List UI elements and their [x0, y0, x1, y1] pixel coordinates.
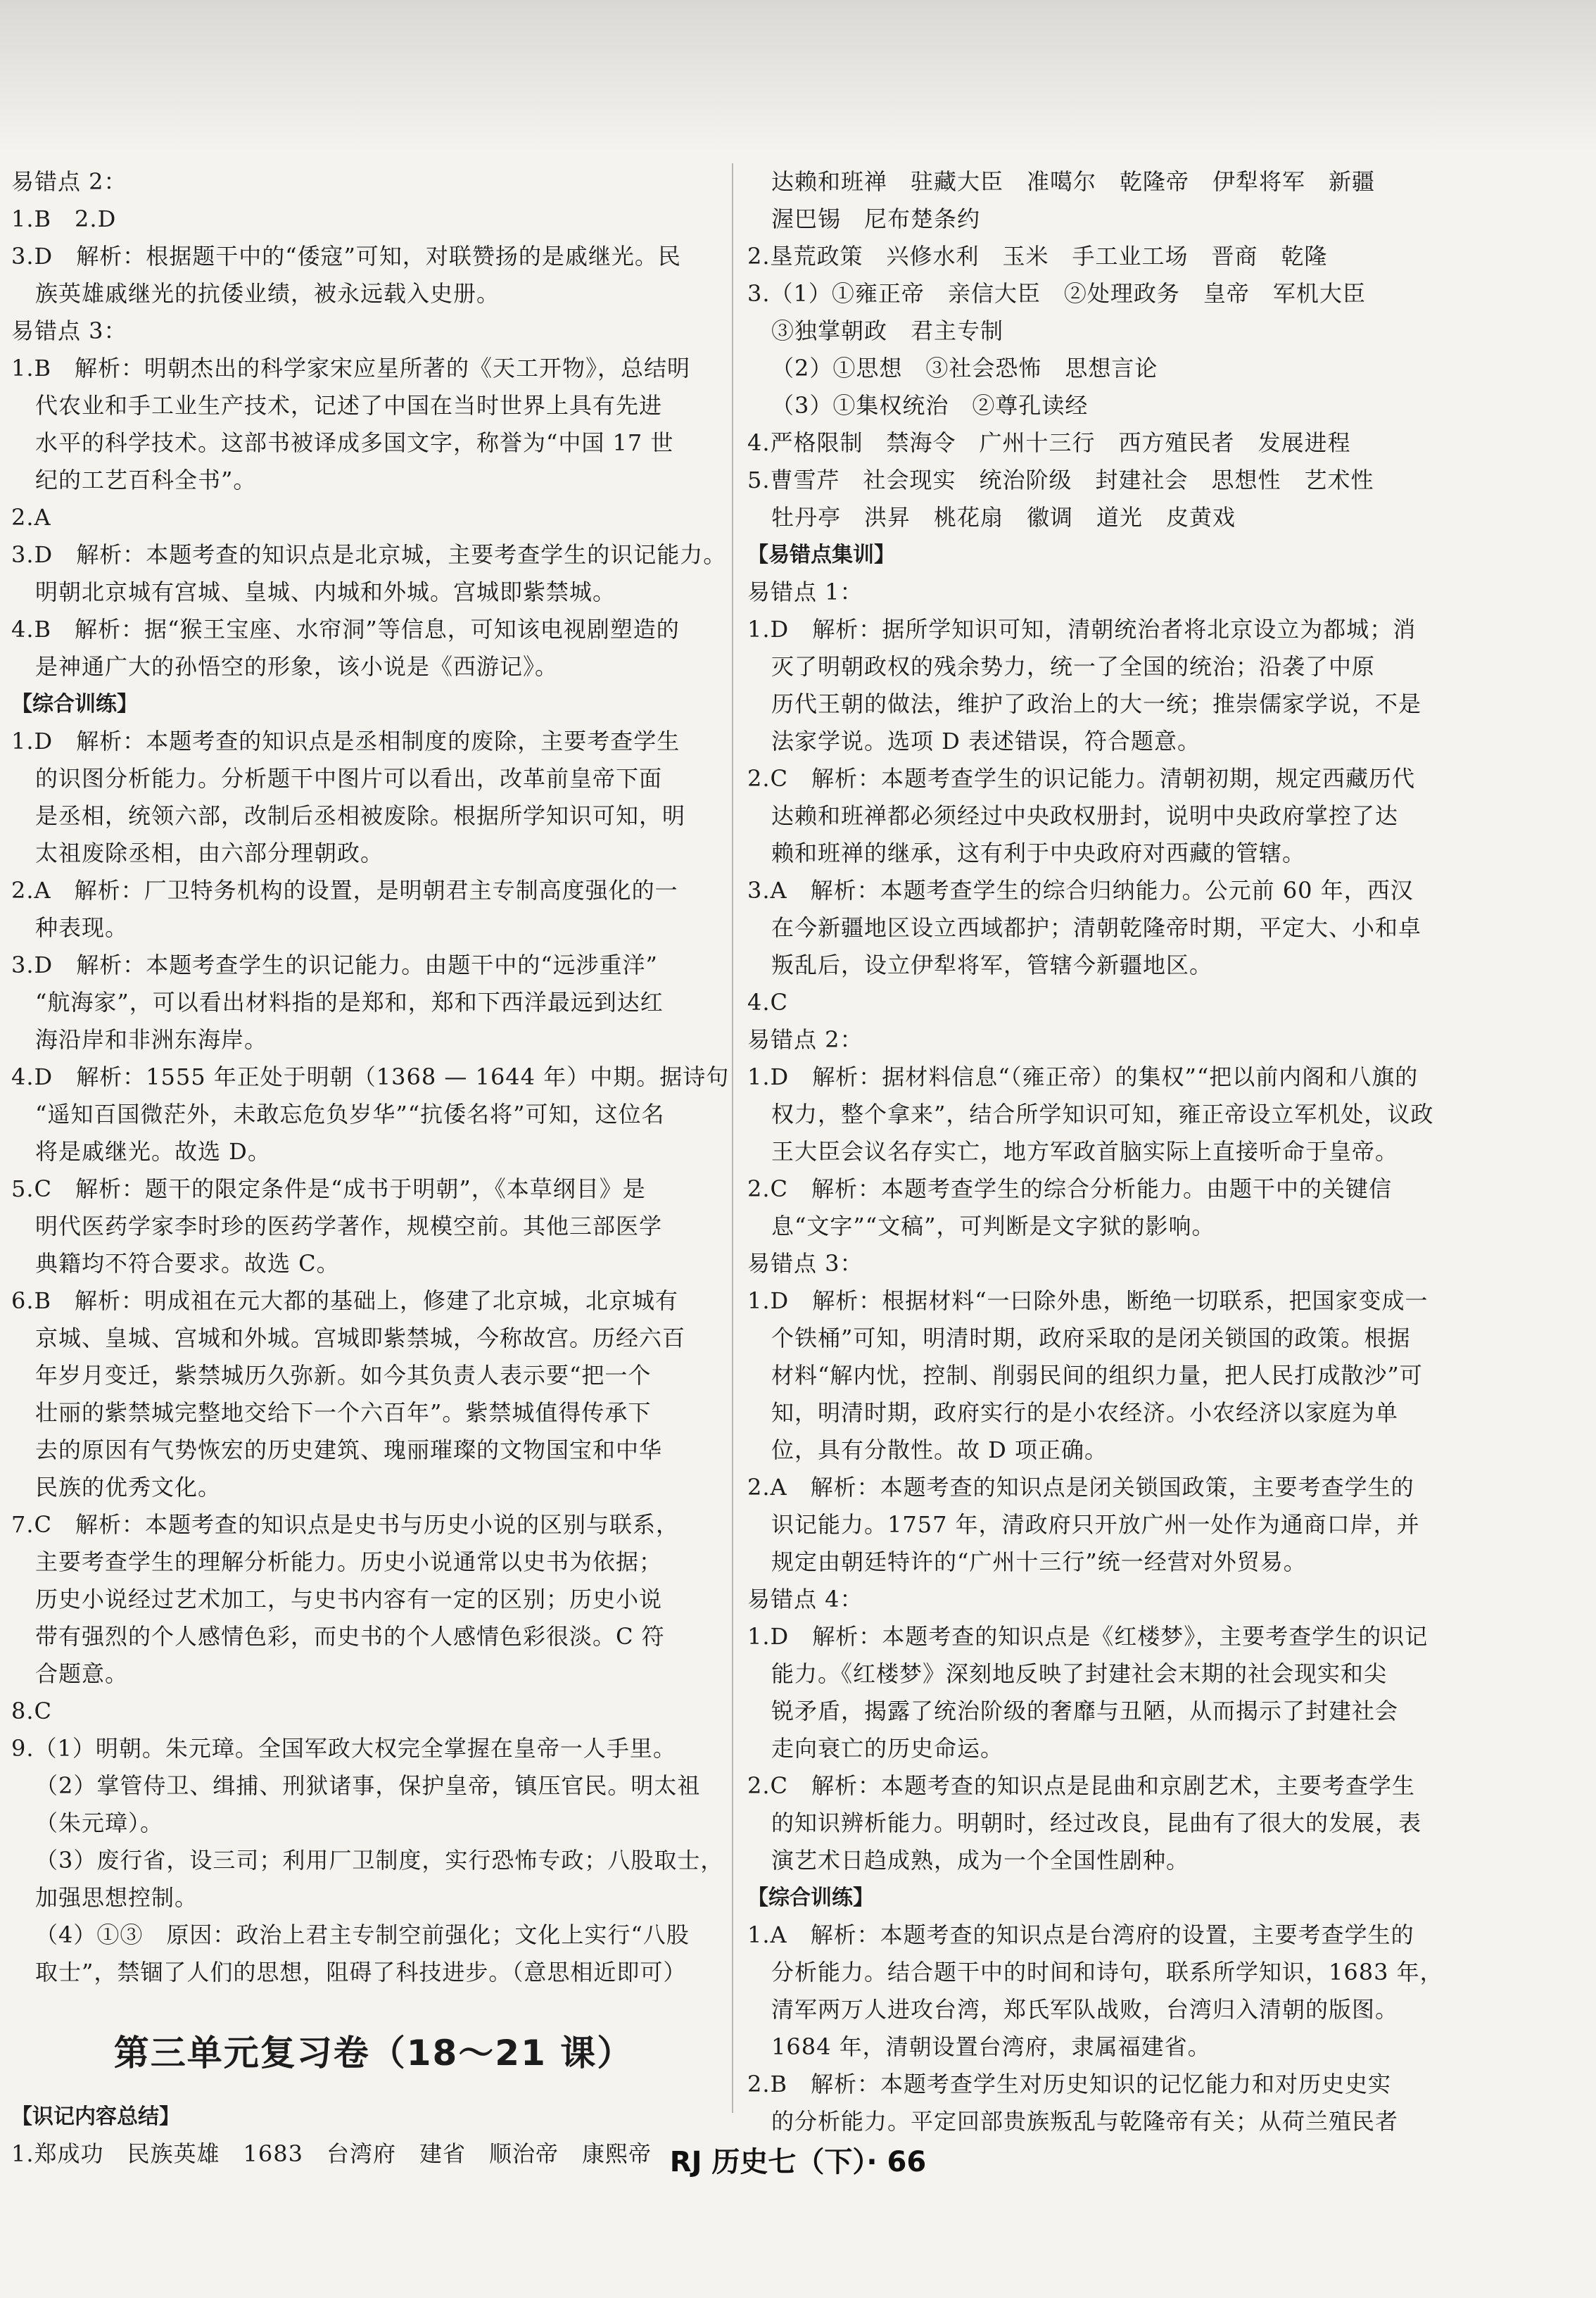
answer-line: 是神通广大的孙悟空的形象，该小说是《西游记》。: [35, 653, 559, 680]
answer-line: 易错点 3：: [11, 317, 127, 344]
answer-line: “航海家”，可以看出材料指的是郑和，郑和下西洋最远到达红: [35, 989, 664, 1016]
answer-line: 能力。《红楼梦》深刻地反映了封建社会末期的社会现实和尖: [771, 1660, 1388, 1687]
answer-line: 加强思想控制。: [35, 1884, 198, 1911]
answer-line: 1.A 解析：本题考查的知识点是台湾府的设置，主要考查学生的: [747, 1921, 1414, 1948]
page-footer: RJ 历史七（下）· 66: [669, 2146, 927, 2178]
answer-line: 4.B 解析：据“猴王宝座、水帘洞”等信息，可知该电视剧塑造的: [11, 616, 680, 643]
answer-line: （朱元璋）。: [35, 1810, 164, 1836]
answer-line: 1.郑成功 民族英雄 1683 台湾府 建省 顺治帝 康熙帝: [11, 2140, 652, 2167]
answer-line: 2.A 解析：厂卫特务机构的设置，是明朝君主专制高度强化的一: [11, 877, 678, 904]
section-heading: 【综合训练】: [11, 692, 138, 716]
answer-line: 权力，整个拿来”，结合所学知识可知，雍正帝设立军机处，议政: [771, 1101, 1434, 1128]
answer-line: 4.C: [747, 989, 789, 1016]
answer-line: 京城、皇城、宫城和外城。宫城即紫禁城，今称故宫。历经六百: [35, 1325, 686, 1351]
answer-line: 1.D 解析：据所学知识可知，清朝统治者将北京设立为都城；消: [747, 616, 1417, 643]
answer-line: 易错点 4：: [747, 1586, 863, 1612]
answer-line: （2）掌管侍卫、缉捕、刑狱诸事，保护皇帝，镇压官民。明太祖: [35, 1772, 701, 1799]
answer-line: 去的原因有气势恢宏的历史建筑、瑰丽璀璨的文物国宝和中华: [35, 1437, 663, 1463]
answer-line: 1.D 解析：本题考查的知识点是丞相制度的废除，主要考查学生: [11, 728, 680, 755]
answer-line: 位，具有分散性。故 D 项正确。: [771, 1437, 1108, 1463]
answer-line: 2.C 解析：本题考查的知识点是昆曲和京剧艺术，主要考查学生: [747, 1772, 1416, 1799]
answer-line: 2.C 解析：本题考查学生的综合分析能力。由题干中的关键信: [747, 1175, 1393, 1202]
section-heading: 【识记内容总结】: [11, 2104, 180, 2129]
answer-line: （4）①③ 原因：政治上君主专制空前强化；文化上实行“八股: [35, 1921, 690, 1948]
answer-line: 易错点 2：: [747, 1026, 863, 1053]
answer-line: 的识图分析能力。分析题干中图片可以看出，改革前皇帝下面: [35, 765, 663, 792]
answer-line: 3.D 解析：根据题干中的“倭寇”可知，对联赞扬的是戚继光。民: [11, 243, 681, 270]
answer-line: 2.A: [11, 504, 51, 531]
answer-line: 的知识辨析能力。明朝时，经过改良，昆曲有了很大的发展，表: [771, 1810, 1422, 1836]
scan-shadow: [0, 0, 1596, 151]
answer-line: 取士”，禁锢了人们的思想，阻碍了科技进步。（意思相近即可）: [35, 1959, 687, 1986]
column-divider: [732, 163, 733, 2113]
answer-line: 民族的优秀文化。: [35, 1474, 222, 1501]
answer-line: （3）废行省，设三司；利用厂卫制度，实行恐怖专政；八股取士，: [35, 1847, 724, 1874]
answer-line: 9.（1）明朝。朱元璋。全国军政大权完全掌握在皇帝一人手里。: [11, 1735, 676, 1762]
section-heading: 【综合训练】: [747, 1886, 874, 1910]
answer-line: 知，明清时期，政府实行的是小农经济。小农经济以家庭为单: [771, 1399, 1399, 1426]
answer-line: 5.曹雪芹 社会现实 统治阶级 封建社会 思想性 艺术性: [747, 467, 1374, 493]
answer-line: 达赖和班禅 驻藏大臣 准噶尔 乾隆帝 伊犁将军 新疆: [771, 168, 1376, 195]
answer-line: 2.B 解析：本题考查学生对历史知识的记忆能力和对历史史实: [747, 2071, 1392, 2097]
answer-line: 明朝北京城有宫城、皇城、内城和外城。宫城即紫禁城。: [35, 579, 616, 605]
answer-line: 历代王朝的做法，维护了政治上的大一统；推崇儒家学说，不是: [771, 690, 1422, 717]
answer-line: 清军两万人进攻台湾，郑氏军队战败，台湾归入清朝的版图。: [771, 1996, 1399, 2023]
answer-line: 材料“解内忧，控制、削弱民间的组织力量，把人民打成散沙”可: [771, 1362, 1423, 1389]
answer-line: 种表现。: [35, 914, 129, 941]
answer-line: 易错点 2：: [11, 168, 127, 195]
answer-line: 3.（1）①雍正帝 亲信大臣 ②处理政务 皇帝 军机大臣: [747, 280, 1366, 307]
answer-line: 历史小说经过艺术加工，与史书内容有一定的区别；历史小说: [35, 1586, 663, 1612]
answer-line: 3.A 解析：本题考查学生的综合归纳能力。公元前 60 年，西汉: [747, 877, 1414, 904]
answer-line: ③独掌朝政 君主专制: [771, 317, 1004, 344]
answer-line: 是丞相，统领六部，改制后丞相被废除。根据所学知识可知，明: [35, 802, 686, 829]
answer-line: （2）①思想 ③社会恐怖 思想言论: [771, 355, 1158, 381]
answer-line: 1684 年，清朝设置台湾府，隶属福建省。: [771, 2033, 1211, 2060]
answer-line: 主要考查学生的理解分析能力。历史小说通常以史书为依据；: [35, 1548, 663, 1575]
answer-line: 7.C 解析：本题考查的知识点是史书与历史小说的区别与联系，: [11, 1511, 680, 1538]
answer-line: 5.C 解析：题干的限定条件是“成书于明朝”，《本草纲目》是: [11, 1175, 646, 1202]
answer-line: 走向衰亡的历史命运。: [771, 1735, 1004, 1762]
answer-line: 牡丹亭 洪昇 桃花扇 徽调 道光 皮黄戏: [771, 504, 1236, 531]
answer-line: 2.C 解析：本题考查学生的识记能力。清朝初期，规定西藏历代: [747, 765, 1416, 792]
answer-line: 息“文字”“文稿”，可判断是文字狱的影响。: [771, 1213, 1215, 1239]
answer-line: 易错点 1：: [747, 579, 863, 605]
answer-line: “遥知百国微茫外，未敢忘危负岁华”“抗倭名将”可知，这位名: [35, 1101, 665, 1128]
answer-line: 太祖废除丞相，由六部分理朝政。: [35, 840, 384, 866]
answer-line: 分析能力。结合题干中的时间和诗句，联系所学知识，1683 年，: [771, 1959, 1443, 1986]
answer-line: 年岁月变迁，紫禁城历久弥新。如今其负责人表示要“把一个: [35, 1362, 652, 1389]
answer-line: 海沿岸和非洲东海岸。: [35, 1026, 268, 1053]
answer-line: 代农业和手工业生产技术，记述了中国在当时世界上具有先进: [35, 392, 663, 419]
answer-line: 王大臣会议名存实亡，地方军政首脑实际上直接听命于皇帝。: [771, 1138, 1399, 1165]
answer-line: 8.C: [11, 1698, 53, 1724]
answer-line: （3）①集权统治 ②尊孔读经: [771, 392, 1089, 419]
answer-line: 2.垦荒政策 兴修水利 玉米 手工业工场 晋商 乾隆: [747, 243, 1328, 270]
answer-line: 3.D 解析：本题考查学生的识记能力。由题干中的“远涉重洋”: [11, 952, 658, 978]
answer-line: 1.B 解析：明朝杰出的科学家宋应星所著的《天工开物》，总结明: [11, 355, 691, 381]
answer-line: 叛乱后，设立伊犁将军，管辖今新疆地区。: [771, 952, 1213, 978]
unit-title: 第三单元复习卷（18～21 课）: [113, 2033, 634, 2073]
answer-line: 明代医药学家李时珍的医药学著作，规模空前。其他三部医学: [35, 1213, 663, 1239]
answer-line: 带有强烈的个人感情色彩，而史书的个人感情色彩很淡。C 符: [35, 1623, 665, 1650]
answer-line: 识记能力。1757 年，清政府只开放广州一处作为通商口岸，并: [771, 1511, 1420, 1538]
answer-line: 规定由朝廷特许的“广州十三行”统一经营对外贸易。: [771, 1548, 1307, 1575]
answer-line: 纪的工艺百科全书”。: [35, 467, 257, 493]
answer-line: 的分析能力。平定回部贵族叛乱与乾隆帝有关；从荷兰殖民者: [771, 2108, 1399, 2135]
answer-line: 在今新疆地区设立西域都护；清朝乾隆帝时期，平定大、小和卓: [771, 914, 1422, 941]
answer-line: 典籍均不符合要求。故选 C。: [35, 1250, 340, 1277]
right-column: [747, 163, 1472, 2135]
section-heading: 【易错点集训】: [747, 543, 895, 567]
answer-line: 1.D 解析：据材料信息“（雍正帝）的集权”“把以前内阁和八旗的: [747, 1063, 1419, 1090]
answer-line: 达赖和班禅都必须经过中央政权册封，说明中央政府掌控了达: [771, 802, 1399, 829]
answer-line: 锐矛盾，揭露了统治阶级的奢靡与丑陋，从而揭示了封建社会: [771, 1698, 1399, 1724]
answer-line: 水平的科学技术。这部书被译成多国文字，称誉为“中国 17 世: [35, 429, 674, 456]
answer-line: 合题意。: [35, 1660, 129, 1687]
answer-line: 灭了明朝政权的残余势力，统一了全国的统治；沿袭了中原: [771, 653, 1376, 680]
answer-line: 4.D 解析：1555 年正处于明朝（1368 — 1644 年）中期。据诗句: [11, 1063, 730, 1090]
answer-line: 壮丽的紫禁城完整地交给下一个六百年”。紫禁城值得传承下: [35, 1399, 652, 1426]
answer-line: 1.B 2.D: [11, 206, 117, 232]
answer-line: 易错点 3：: [747, 1250, 863, 1277]
answer-line: 6.B 解析：明成祖在元大都的基础上，修建了北京城，北京城有: [11, 1287, 679, 1314]
answer-line: 1.D 解析：根据材料“一曰除外患，断绝一切联系，把国家变成一: [747, 1287, 1429, 1314]
answer-line: 族英雄戚继光的抗倭业绩，被永远载入史册。: [35, 280, 500, 307]
answer-line: 1.D 解析：本题考查的知识点是《红楼梦》，主要考查学生的识记: [747, 1623, 1429, 1650]
answer-line: 2.A 解析：本题考查的知识点是闭关锁国政策，主要考查学生的: [747, 1474, 1414, 1501]
answer-line: 3.D 解析：本题考查的知识点是北京城，主要考查学生的识记能力。: [11, 541, 727, 568]
answer-line: 4.严格限制 禁海令 广州十三行 西方殖民者 发展进程: [747, 429, 1351, 456]
answer-line: 演艺术日趋成熟，成为一个全国性剧种。: [771, 1847, 1190, 1874]
answer-line: 渥巴锡 尼布楚条约: [771, 206, 981, 232]
answer-line: 个铁桶”可知，明清时期，政府采取的是闭关锁国的政策。根据: [771, 1325, 1411, 1351]
answer-line: 法家学说。选项 D 表述错误，符合题意。: [771, 728, 1201, 755]
answer-line: 将是戚继光。故选 D。: [35, 1138, 271, 1165]
answer-line: 赖和班禅的继承，这有利于中央政府对西藏的管辖。: [771, 840, 1306, 866]
left-column: [11, 163, 736, 2167]
